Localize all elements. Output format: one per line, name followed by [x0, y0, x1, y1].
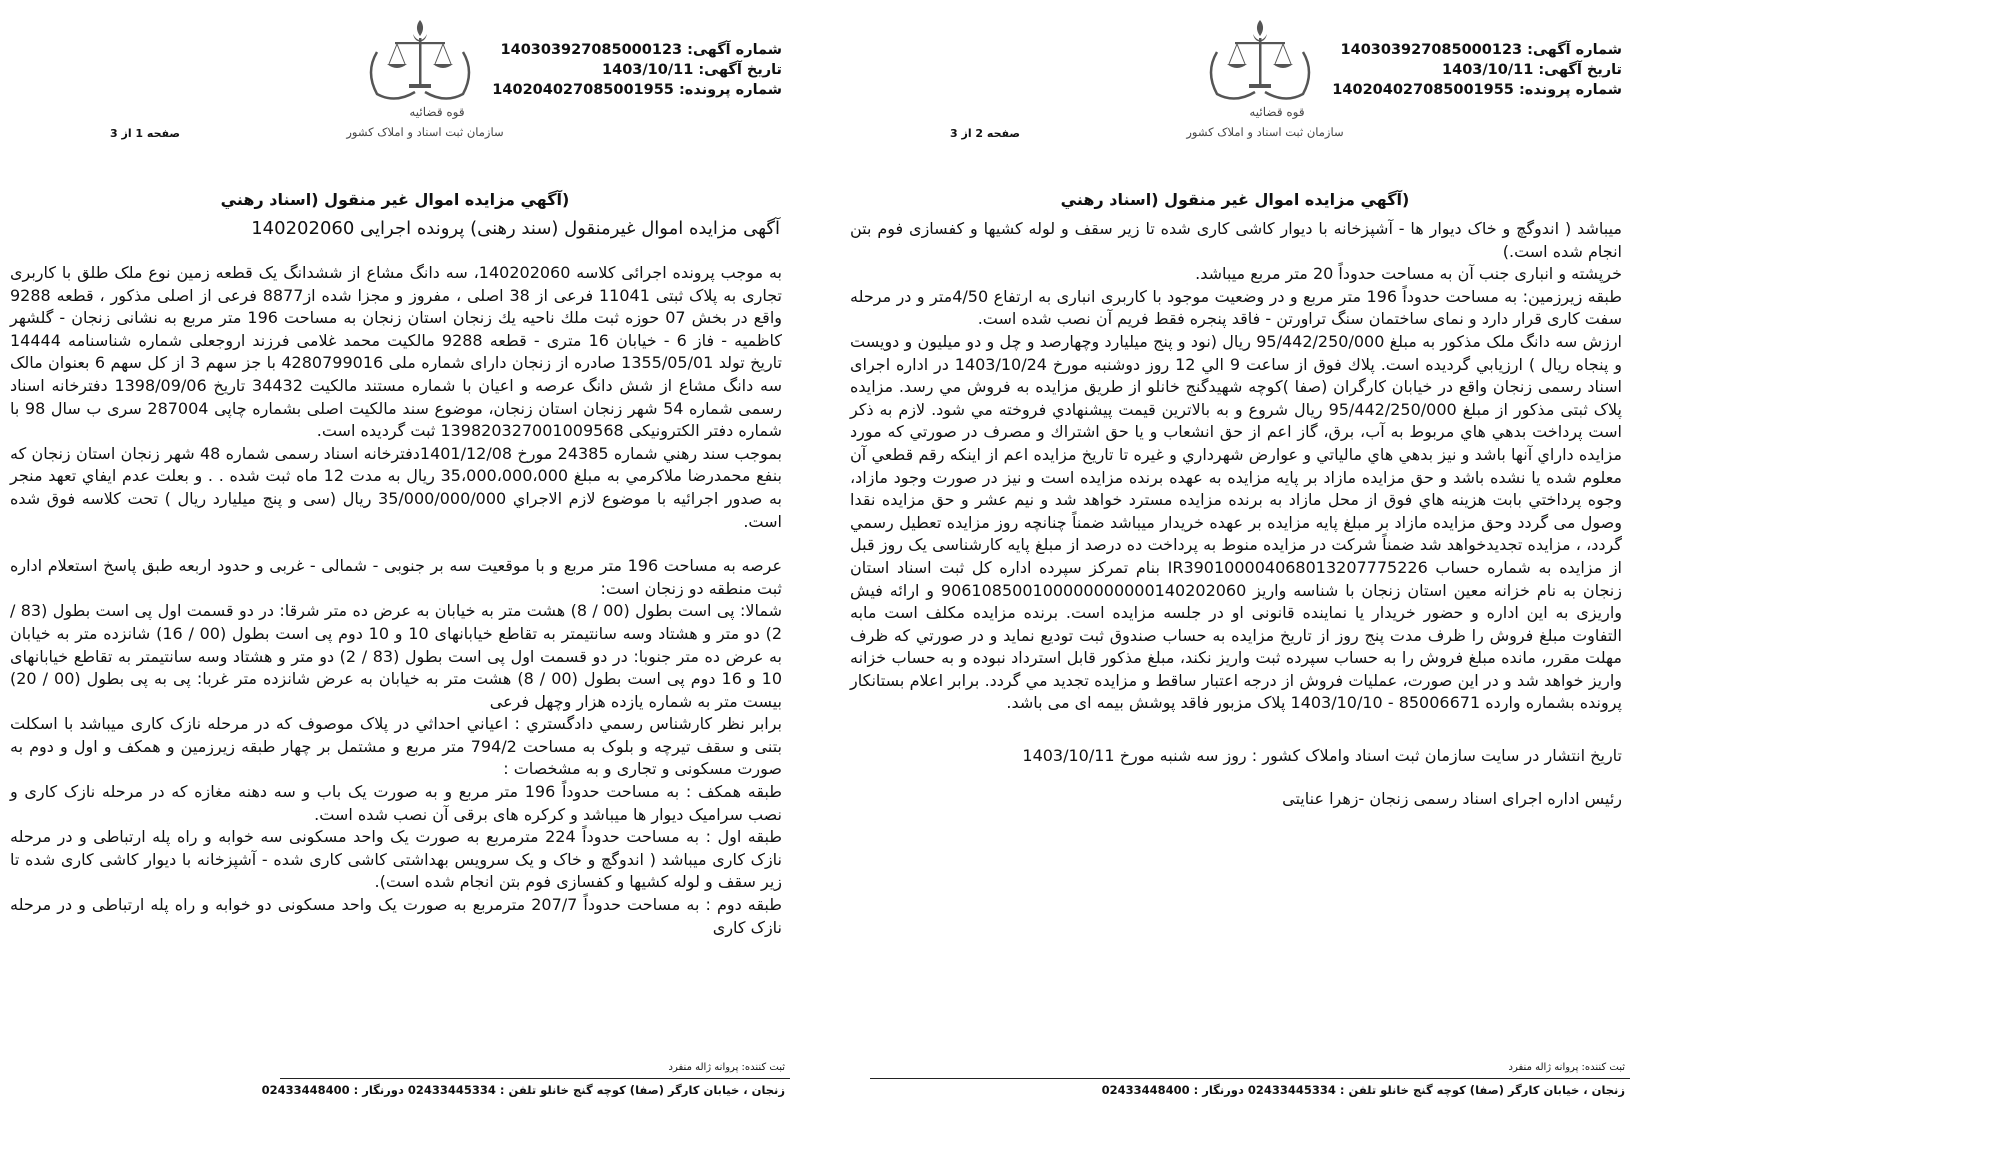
footer-divider: [280, 1078, 790, 1079]
notice-header: [1332, 40, 1622, 100]
notice-date: تاریخ آگهی: 1403/10/11: [1442, 62, 1622, 78]
footer-address: زنجان ، خیابان کارگر (صفا) کوچه گنج خانلو تلفن : 02433445334 دورنگار : 02433448400: [1101, 1083, 1625, 1097]
paragraph: شمالا: پی است بطول (00 / 8) هشت متر به خیابان به عرض ده متر شرقا: در دو قسمت اول پی است بطول (83 / 2) دو متر و هشتاد وسه سانتیمتر به تقاطع خیابانهای 10 و 10 دوم پی است بطول (00 / 16) شانزده متر به خیابان به عرض ده متر جنوبا: در دو قسمت اول پی است بطول (83 / 2) دو متر و هشتاد وسه سانتیمتر به تقاطع خیابانهای 10 و 16 دوم پی است بطول (00 / 8) هشت متر به خیابان به عرض شانزده متر غربا: پی به پی بطول (00 / 20) بیست متر به شماره یازده هزار وچهل فرعی: [10, 601, 783, 711]
page-number: صفحه 1 از 3: [110, 127, 181, 140]
notice-header: [492, 40, 782, 100]
footer-divider: [870, 1078, 1630, 1079]
paragraph: میباشد ( اندوگچ و خاک دیوار ها - آشپزخانه با دیوار کاشی کاری شده تا زیر سقف و لوله کشیها و کفسازی فوم بتن انجام شده است.): [850, 219, 1622, 261]
paragraph: برابر نظر كارشناس رسمي دادگستري : اعياني احداثي در پلاک موصوف که در مرحله نازک کاری میباشد با اسکلت بتنی و سقف تیرچه و بلوک به مساحت 794/2 متر مربع و مشتمل بر چهار طبقه زیرزمین و همکف و اول و دوم به صورت مسکونی و تجاری و به مشخصات :: [10, 714, 782, 779]
paragraph-spacer: [850, 768, 1622, 788]
notice-number: شماره آگهی: 140303927085000123: [1340, 42, 1622, 58]
notice-body: [10, 262, 782, 939]
file-number: شماره پرونده: 140204027085001955: [492, 82, 782, 98]
paragraph: بموجب سند رهني شماره 24385 مورخ 1401/12/08دفترخانه اسناد رسمی شماره 48 شهر زنجان استان زنجان که بنفع محمدرضا ملاکرمي به مبلغ 35،000،000،000 ریال به مدت 12 ماه ثبت شده . . و بعلت عدم ايفاي تعهد منجر به صدور اجرائيه با موضوع لازم الاجراي 35/000/000/000 ریال (سی و پنج میلیارد ریال ) تحت كلاسه فوق شده است.: [10, 443, 782, 531]
notice-number: شماره آگهی: 140303927085000123: [500, 42, 782, 58]
notice-page-1: [0, 0, 790, 1154]
paragraph: ارزش سه دانگ ملک مذکور به مبلغ 95/442/250/000 ريال (نود و پنج ميليارد وچهارصد و چل و دو ميليون و دويست و پنجاه ريال ) ارزيابي گرديده است. پلاك فوق از ساعت 9 الي 12 روز دوشنبه مورخ 1403/10/24 در اداره اجرای اسناد رسمی زنجان واقع در خیابان کارگران (صفا )کوچه شهیدگنج خانلو از طریق مزایده به فروش مي رسد. مزایده پلاک ثبتی مذکور از مبلغ 95/442/250/000 ريال شروع و به بالاترين قيمت پيشنهادي فروخته مي شود. لازم به ذكر است پرداخت بدهي هاي مربوط به آب، برق، گاز اعم از حق انشعاب و يا حق اشتراك و مصرف در صورتي كه مورد مزايده داراي آنها باشد و نيز بدهي هاي مالياتي و عوارض شهرداري و غيره تا تاريخ مزايده اعم از اينكه رقم قطعي آن معلوم شده يا نشده باشد و حق مزايده مازاد بر پايه مزايده به عهده برنده مزايده است و نيز در صورت وجود مازاد، وجوه پرداختي بابت هزينه هاي فوق از محل مازاد به برنده مزايده مسترد خواهد شد و نیم عشر و حق مزایده نقدا وصول می گردد وحق مزایده مازاد بر مبلغ پایه مزایده بر عهده خریدار میباشد ضمناً چنانچه روز مزايده تعطيل رسمي گردد، ، مزايده تجديدخواهد شد ضمناً شرکت در مزایده منوط به پرداخت ده درصد از مبلغ پایه کارشناسی یک روز قبل از مزایده به شماره حساب IR390100004068013207775226 بنام تمرکز سپرده اداره کل ثبت اسناد استان زنجان به نام خزانه معین استان زنجان با شناسه واریز 906108500100000000000140202060 و ارائه فیش واریزی به این اداره و حضور خریدار یا نماینده قانونی او در جلسه مزایده است. برنده مزايده مكلف است مابه التفاوت مبلغ فروش را ظرف مدت پنج روز از تاريخ مزايده به حساب صندوق ثبت توديع نمايد و در صورتي كه ظرف مهلت مقرر، مانده مبلغ فروش را به حساب سپرده ثبت واريز نكند، مبلغ مذكور قابل استرداد نبوده و به حساب خزانه واريز خواهد شد و در اين صورت، عمليات فروش از درجه اعتبار ساقط و مزايده تجديد مي گردد. برابر اعلام بستانکار پرونده بشماره وارده 85006671 - 1403/10/10 پلاک مزبور فاقد پوشش بیمه ای می باشد.: [850, 331, 1623, 713]
svg-text:سازمان ثبت اسناد و املاک کشور: سازمان ثبت اسناد و املاک کشور: [346, 125, 504, 139]
paragraph-spacer: [10, 533, 782, 555]
paragraph: طبقه دوم : به مساحت حدوداً 207/7 مترمربع به صورت یک واحد مسکونی دو خوابه و راه پله ارتباطی و در مرحله نازک کاری: [10, 895, 782, 937]
registrar-label: ثبت كننده: پروانه ژاله منفرد: [1508, 1062, 1625, 1073]
paragraph: عرصه به مساحت 196 متر مربع و با موقعیت سه بر جنوبی - شمالی - غربی و حدود اربعه طبق پاسخ استعلام اداره ثبت منطقه دو زنجان است:: [10, 556, 782, 598]
judiciary-emblem-logo: [325, 12, 505, 147]
signatory: رئیس اداره اجرای اسناد رسمی زنجان -زهرا عنایتی: [1282, 788, 1622, 808]
svg-text:قوه قضائیه: قوه قضائیه: [1249, 105, 1305, 119]
paragraph: طبقه اول : به مساحت حدوداً 224 مترمربع به صورت یک واحد مسکونی سه خوابه و راه پله ارتباطی و در مرحله نازک کاری میباشد ( اندوگچ و خاک و یک سرویس بهداشتی کاشی کاری شده - آشپزخانه با دیوار کاشی کاری شده تا زیر سقف و لوله کشیها و کفسازی فوم بتن انجام شده است).: [10, 827, 783, 892]
footer-address: زنجان ، خیابان کارگر (صفا) کوچه گنج خانلو تلفن : 02433445334 دورنگار : 02433448400: [261, 1083, 785, 1097]
page-number: صفحه 2 از 3: [950, 127, 1021, 140]
notice-page-2: [840, 0, 1630, 1154]
notice-body: [850, 218, 1622, 810]
registrar-label: ثبت كننده: پروانه ژاله منفرد: [668, 1062, 785, 1073]
publication-date: تاريخ انتشار در سايت سازمان ثبت اسناد واملاک کشور : روز سه شنبه مورخ 1403/10/11: [1022, 746, 1622, 766]
notice-title: (آگهي مزايده اموال غير منقول (اسناد رهني: [220, 190, 570, 209]
paragraph: طبقه زیرزمین: به مساحت حدوداً 196 متر مربع و در وضعیت موجود با کاربری انباری به ارتفاع 4/50متر و در مرحله سفت کاری قرار دارد و نمای ساختمان سنگ تراورتن - فاقد پنجره فقط فریم آن نصب شده است.: [850, 286, 1622, 329]
svg-text:قوه قضائیه: قوه قضائیه: [409, 105, 465, 119]
paragraph-spacer: [850, 715, 1622, 745]
paragraph: به موجب پرونده اجرائی کلاسه 140202060، سه دانگ مشاع از ششدانگ یک قطعه زمین نوع ملک طلق با کاربری تجاری به پلاک ثبتی 11041 فرعی از 38 اصلی ، مفروز و مجزا شده از8877 فرعی از اصلی مذکور ، قطعه 9288 واقع در بخش 07 حوزه ثبت ملك ناحيه يك زنجان استان زنجان به مساحت 196 متر مربع به نشانی زنجان - گلشهر کاظمیه - فاز 6 - خیابان 16 متری - قطعه 9288 مالکیت محمد غلامی فرزند اروجعلی شماره شناسنامه 14444 تاریخ تولد 1355/05/01 صادره از زنجان دارای شماره ملی 4280799016 با جز سهم 3 از کل سهم 6 بعنوان مالک سه دانگ مشاع از شش دانگ عرصه و اعیان با شماره مستند مالکیت 34432 تاریخ 1398/09/06 دفترخانه اسناد رسمی شماره 54 شهر زنجان استان زنجان، موضوع سند مالکیت اصلی بشماره چاپی 287004 سری ب سال 98 با شماره دفتر الکترونیکی 139820327001009568 ثبت گردیده است.: [10, 263, 783, 441]
judiciary-emblem-logo: [1165, 12, 1345, 147]
notice-subtitle: آگهی مزایده اموال غیرمنقول (سند رهنی) پرونده اجرایی 140202060: [251, 218, 780, 239]
paragraph: طبقه همکف : به مساحت حدوداً 196 متر مربع و به صورت یک باب و سه دهنه مغازه که در مرحله نازک کاری و نصب سرامیک دیوار ها میباشد و کرکره های برقی آن نصب شده است.: [10, 782, 782, 824]
paragraph: خرپشته و انباری جنب آن به مساحت حدوداً 20 متر مربع میباشد.: [1195, 264, 1622, 284]
svg-text:سازمان ثبت اسناد و املاک کشور: سازمان ثبت اسناد و املاک کشور: [1186, 125, 1344, 139]
file-number: شماره پرونده: 140204027085001955: [1332, 82, 1622, 98]
notice-title: (آگهي مزايده اموال غير منقول (اسناد رهني: [1060, 190, 1410, 209]
notice-date: تاریخ آگهی: 1403/10/11: [602, 62, 782, 78]
